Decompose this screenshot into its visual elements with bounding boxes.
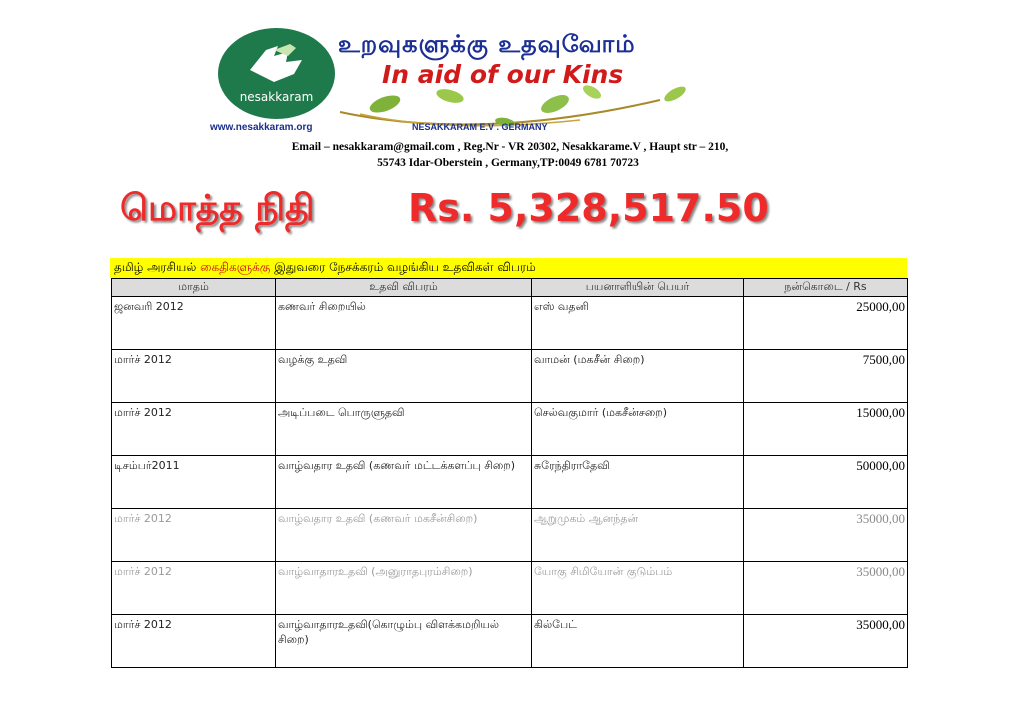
- table-row: [112, 403, 908, 456]
- helping-hands-icon: [244, 40, 308, 88]
- english-slogan: In aid of our Kins: [382, 60, 624, 89]
- caption-part-3: இதுவரை நேசக்கரம் வழங்கிய உதவிகள் விபரம்: [270, 260, 536, 274]
- cell-month: மார்ச் 2012: [112, 350, 276, 403]
- website-link[interactable]: www.nesakkaram.org: [210, 122, 313, 133]
- cell-details: வாழ்வதார உதவி (கணவர் மகசீன்சிறை): [276, 509, 532, 562]
- nesakkaram-logo: [218, 28, 335, 119]
- cell-amount: 50000,00: [744, 456, 908, 509]
- table-row: [112, 456, 908, 509]
- cell-details: வழக்கு உதவி: [276, 350, 532, 403]
- table-caption-band: [110, 258, 907, 278]
- caption-part-1: தமிழ் அரசியல்: [114, 260, 201, 274]
- cell-details: வாழ்வாதாரஉதவி(கொழும்பு விளக்கமறியல் சிறை): [276, 615, 532, 668]
- cell-name: கில்பேட்: [532, 615, 744, 668]
- cell-name: எஸ் வதனி: [532, 297, 744, 350]
- aid-table: [111, 278, 908, 668]
- cell-month: மார்ச் 2012: [112, 403, 276, 456]
- cell-amount: 25000,00: [744, 297, 908, 350]
- cell-month: டிசம்பர்2011: [112, 456, 276, 509]
- org-name: NESAKKARAM E.V . GERMANY: [412, 122, 548, 132]
- logo-text: nesakkaram: [239, 90, 314, 104]
- total-fund-amount: Rs. 5,328,517.50: [408, 186, 769, 230]
- total-fund-label: மொத்த நிதி: [120, 188, 315, 229]
- header-aid-details: உதவி விபரம்: [276, 279, 532, 297]
- header-donation: நன்கொடை / Rs: [744, 279, 908, 297]
- cell-name: யோகு சிமியோன் குடும்பம்: [532, 562, 744, 615]
- cell-amount: 7500,00: [744, 350, 908, 403]
- caption-part-2: கைதிகளுக்கு: [200, 260, 271, 274]
- table-row: [112, 562, 908, 615]
- table-caption: [114, 260, 536, 276]
- cell-amount: 15000,00: [744, 403, 908, 456]
- cell-name: செல்வகுமார் (மகசீன்சறை): [532, 403, 744, 456]
- table-header-row: [112, 279, 908, 297]
- cell-details: வாழ்வாதாரஉதவி (அனுராதபுரம்சிறை): [276, 562, 532, 615]
- cell-name: வாமன் (மகசீன் சிறை): [532, 350, 744, 403]
- cell-details: அடிப்படை பொருளுதவி: [276, 403, 532, 456]
- header-beneficiary: பயனாளியின் பெயர்: [532, 279, 744, 297]
- table-row: [112, 509, 908, 562]
- table-row: [112, 615, 908, 668]
- table-row: [112, 350, 908, 403]
- contact-line-2: 55743 Idar-Oberstein , Germany,TP:0049 6781 70723: [377, 157, 639, 169]
- cell-amount: 35000,00: [744, 509, 908, 562]
- cell-month: மார்ச் 2012: [112, 509, 276, 562]
- cell-details: வாழ்வதார உதவி (கணவர் மட்டக்களப்பு சிறை): [276, 456, 532, 509]
- cell-details: கணவர் சிறையில்: [276, 297, 532, 350]
- cell-name: சுரேந்திராதேவி: [532, 456, 744, 509]
- table-row: [112, 297, 908, 350]
- contact-line-1: Email – nesakkaram@gmail.com , Reg.Nr - VR 20302, Nesakkarame.V , Haupt str – 210,: [291, 141, 729, 153]
- tamil-slogan: உறவுகளுக்கு உதவுவோம்: [338, 30, 636, 58]
- cell-month: ஜனவரி 2012: [112, 297, 276, 350]
- cell-name: ஆறுமுகம் ஆனந்தன்: [532, 509, 744, 562]
- cell-month: மார்ச் 2012: [112, 562, 276, 615]
- cell-amount: 35000,00: [744, 615, 908, 668]
- cell-amount: 35000,00: [744, 562, 908, 615]
- cell-month: மார்ச் 2012: [112, 615, 276, 668]
- header-month: மாதம்: [112, 279, 276, 297]
